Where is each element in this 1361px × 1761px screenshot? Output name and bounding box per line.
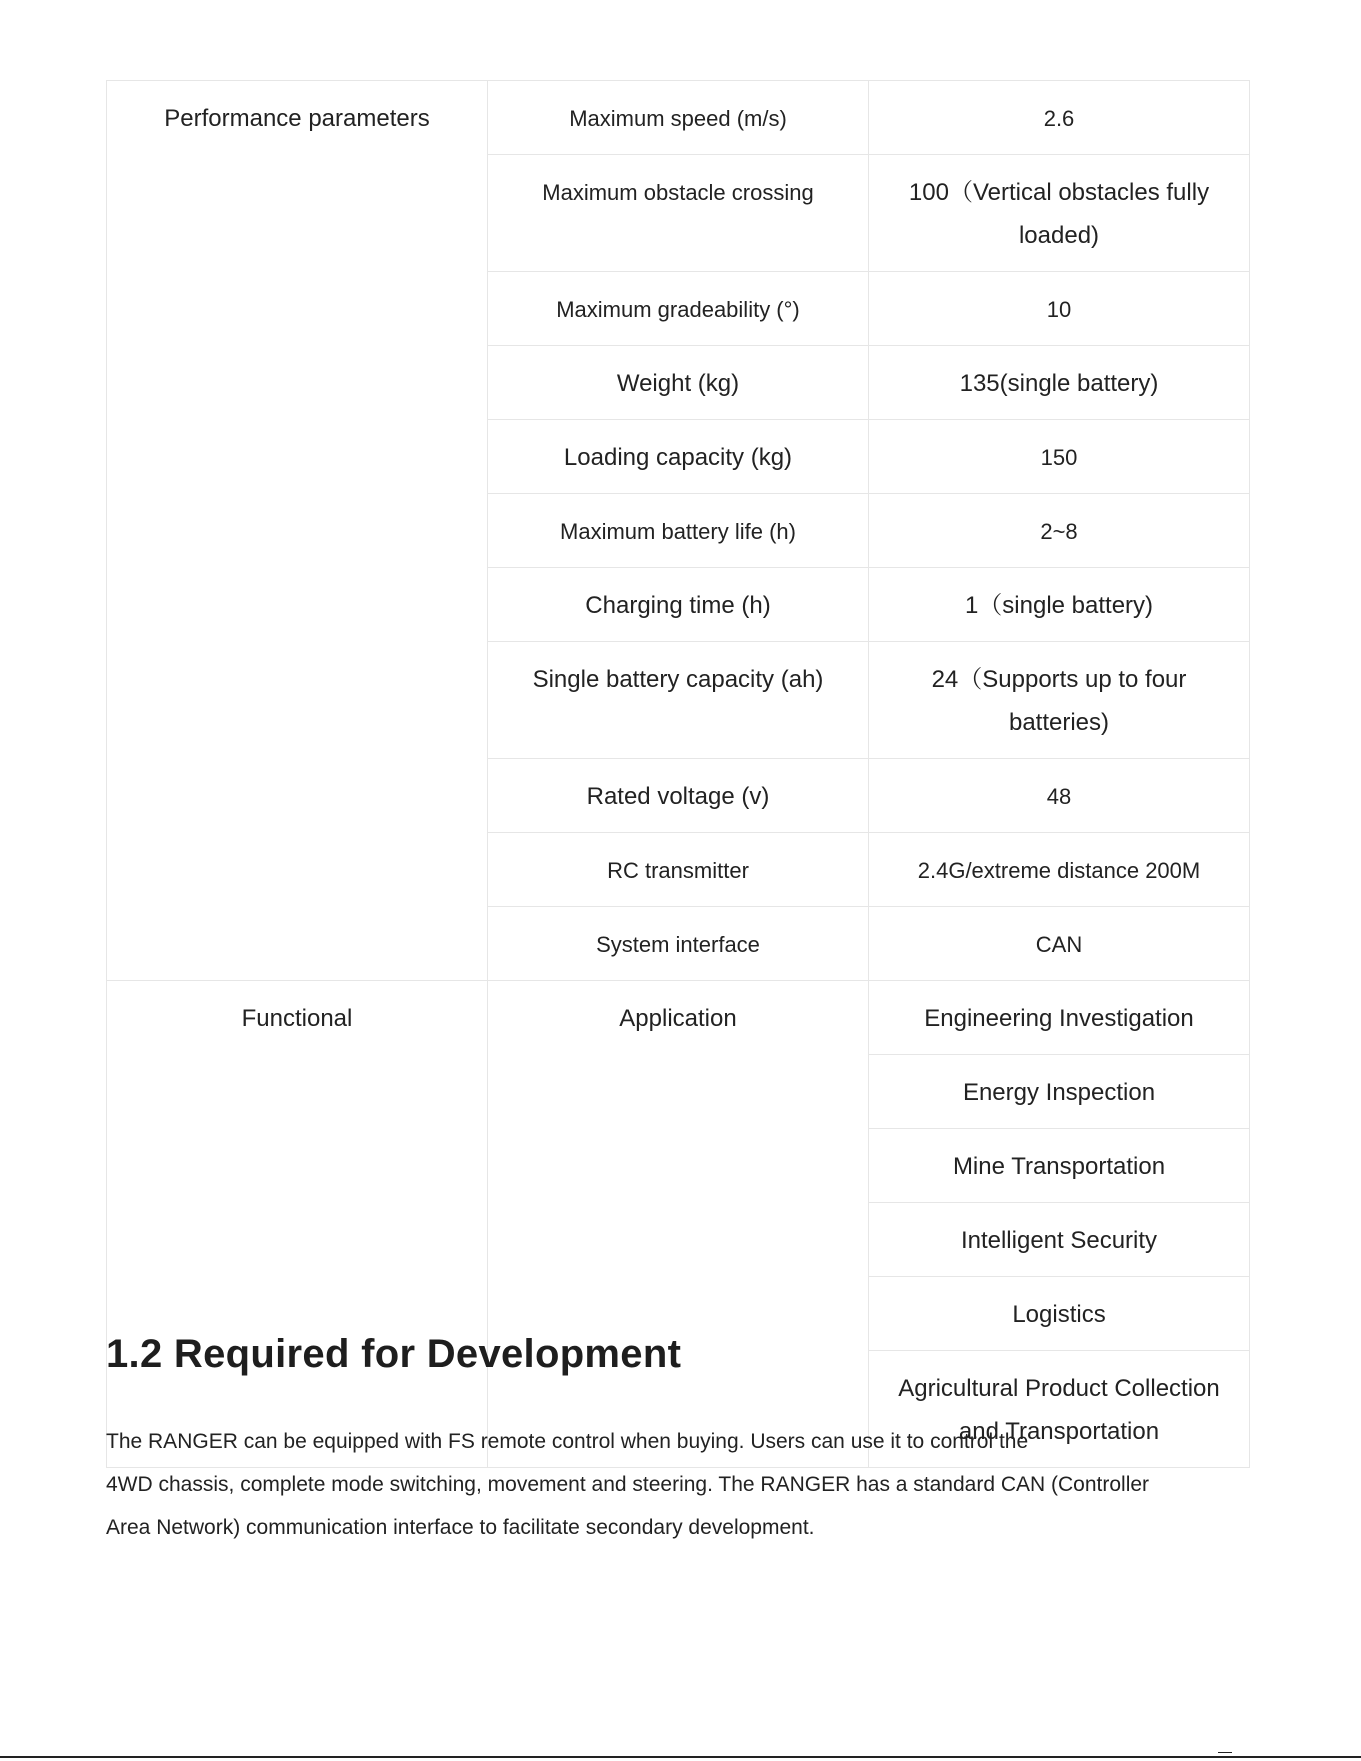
param-cell: Weight (kg) xyxy=(488,346,869,420)
value-cell: Mine Transportation xyxy=(869,1129,1250,1203)
value-cell: 100（Vertical obstacles fully loaded) xyxy=(869,155,1250,272)
value-cell: 2.4G/extreme distance 200M xyxy=(869,833,1250,907)
param-cell: Maximum battery life (h) xyxy=(488,494,869,568)
value-cell: 1（single battery) xyxy=(869,568,1250,642)
category-cell: Performance parameters xyxy=(107,81,488,981)
param-cell: Maximum obstacle crossing xyxy=(488,155,869,272)
table-row xyxy=(107,81,1250,155)
value-cell: 135(single battery) xyxy=(869,346,1250,420)
footer-mark xyxy=(1218,1752,1232,1753)
value-cell: CAN xyxy=(869,907,1250,981)
section-heading: 1.2 Required for Development xyxy=(106,1332,682,1376)
paragraph-line: 4WD chassis, complete mode switching, movement and steering. The RANGER has a standard CAN (Controller xyxy=(106,1473,1150,1496)
category-cell: Functional xyxy=(107,981,488,1468)
param-cell: System interface xyxy=(488,907,869,981)
value-cell: 48 xyxy=(869,759,1250,833)
param-cell: Single battery capacity (ah) xyxy=(488,642,869,759)
param-cell: Maximum speed (m/s) xyxy=(488,81,869,155)
param-cell: Maximum gradeability (°) xyxy=(488,272,869,346)
paragraph-line: The RANGER can be equipped with FS remote control when buying. Users can use it to control the xyxy=(106,1430,1029,1453)
value-cell: 10 xyxy=(869,272,1250,346)
value-cell: 2.6 xyxy=(869,81,1250,155)
specification-table xyxy=(106,80,1250,1468)
paragraph-line: Area Network) communication interface to facilitate secondary development. xyxy=(106,1516,815,1539)
table-row xyxy=(107,981,1250,1055)
value-cell: Logistics xyxy=(869,1277,1250,1351)
value-cell: 2~8 xyxy=(869,494,1250,568)
param-cell: Loading capacity (kg) xyxy=(488,420,869,494)
value-cell: Energy Inspection xyxy=(869,1055,1250,1129)
value-cell: 24（Supports up to four batteries) xyxy=(869,642,1250,759)
footer-rule xyxy=(0,1756,1361,1758)
param-cell: RC transmitter xyxy=(488,833,869,907)
value-cell: 150 xyxy=(869,420,1250,494)
param-cell: Application xyxy=(488,981,869,1468)
param-cell: Rated voltage (v) xyxy=(488,759,869,833)
value-cell: Engineering Investigation xyxy=(869,981,1250,1055)
body-paragraph xyxy=(106,1420,1266,1549)
value-cell: Intelligent Security xyxy=(869,1203,1250,1277)
value-cell: Agricultural Product Collection and Transportation xyxy=(869,1351,1250,1468)
param-cell: Charging time (h) xyxy=(488,568,869,642)
